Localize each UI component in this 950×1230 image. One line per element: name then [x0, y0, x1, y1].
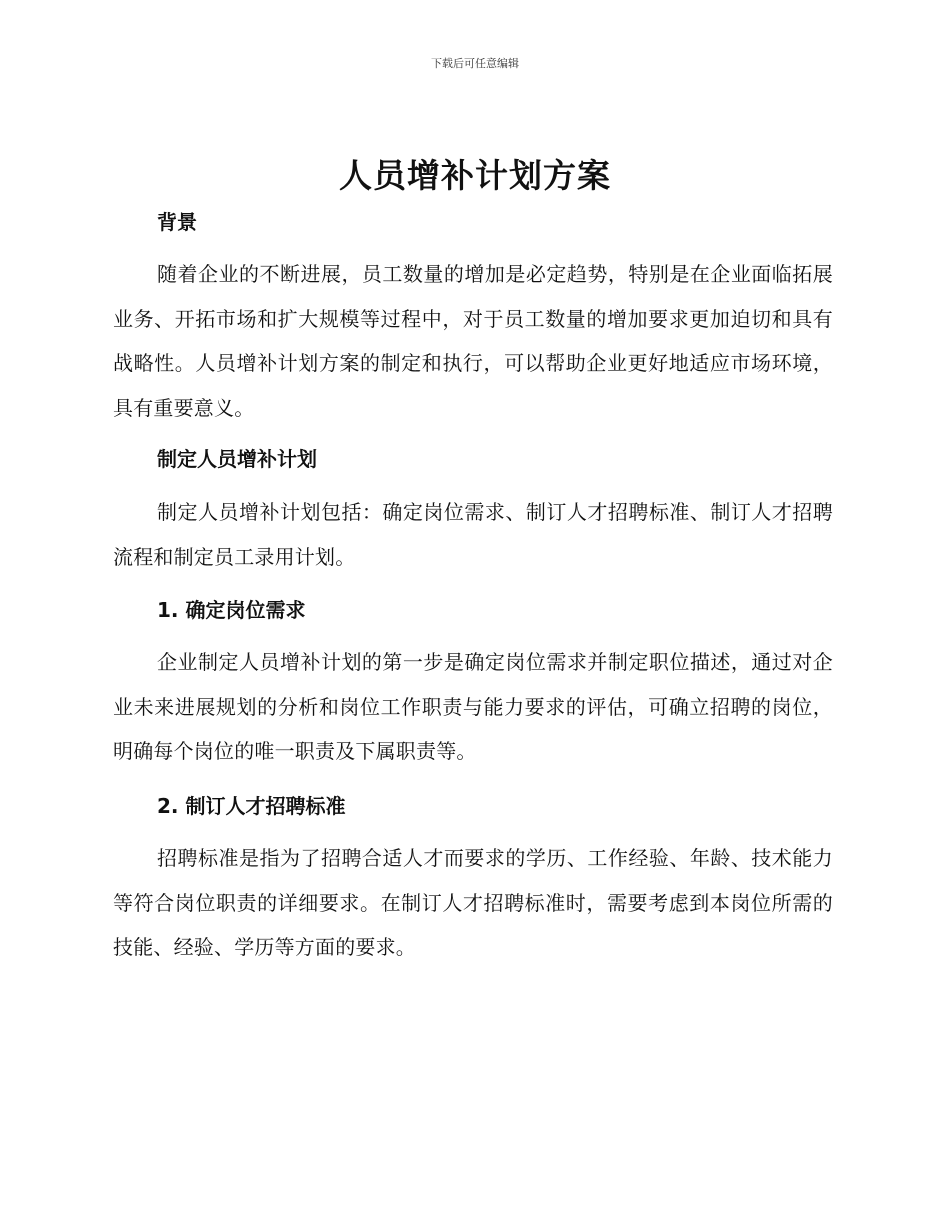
- section-paragraph-plan: 制定人员增补计划包括：确定岗位需求、制订人才招聘标准、制订人才招聘流程和制定员工录用计划。: [113, 500, 833, 569]
- section-paragraph-background: 随着企业的不断进展，员工数量的增加是必定趋势，特别是在企业面临拓展业务、开拓市场和扩大规模等过程中，对于员工数量的增加要求更加迫切和具有战略性。人员增补计划方案的制定和执行，可以帮助企业更好地适应市场环境，具有重要意义。: [113, 262, 833, 420]
- section-paragraph-position-needs: 企业制定人员增补计划的第一步是确定岗位需求并制定职位描述，通过对企业未来进展规划的分析和岗位工作职责与能力要求的评估，可确立招聘的岗位，明确每个岗位的唯一职责及下属职责等。: [113, 650, 833, 763]
- section-heading-plan: 制定人员增补计划: [157, 447, 317, 471]
- header-note: 下载后可任意编辑: [431, 57, 519, 70]
- section-heading-position-needs: 1. 确定岗位需求: [157, 598, 306, 622]
- section-heading-recruit-standards: 2. 制订人才招聘标准: [157, 794, 346, 818]
- section-heading-background: 背景: [157, 210, 197, 234]
- document-title: 人员增补计划方案: [339, 156, 611, 195]
- section-paragraph-recruit-standards: 招聘标准是指为了招聘合适人才而要求的学历、工作经验、年龄、技术能力等符合岗位职责的详细要求。在制订人才招聘标准时，需要考虑到本岗位所需的技能、经验、学历等方面的要求。: [113, 846, 833, 959]
